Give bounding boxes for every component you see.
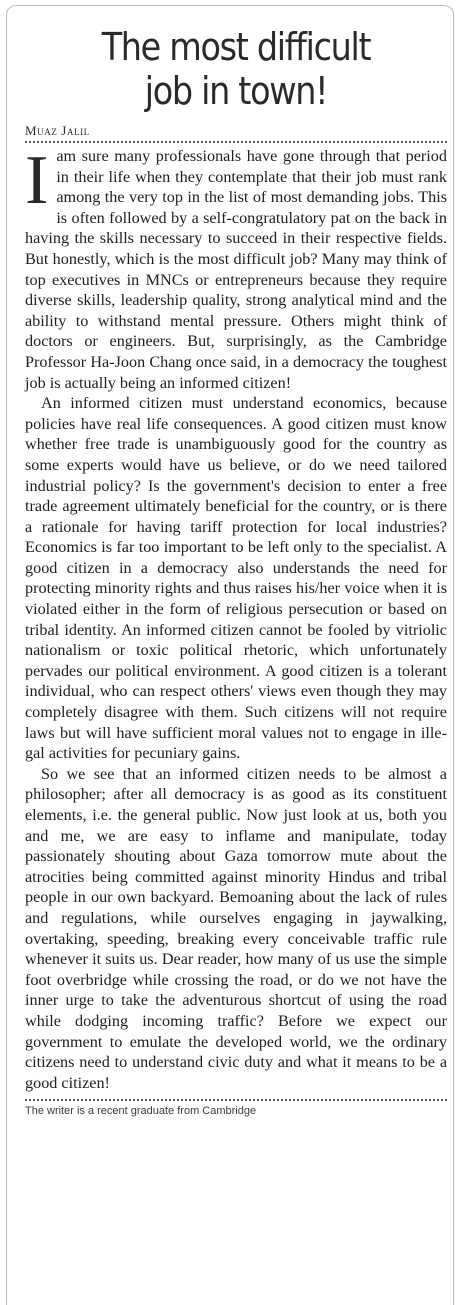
paragraph-1-text: am sure many professionals have gone through that period in their life when they contemplate that their job must rank among the very top in the list of most demanding jobs. This is often followed by a self-congratulatory pat on the back in having the skills necessary to succeed in their respective fields. But honestly, which is the most difficult job? Many may think of top executives in MNCs or entrepreneurs because they require diverse skills, leadership quality, strong analytical mind and the ability to withstand mental pressure. Others might think of doctors or engineers. But, surprisingly, as the Cambridge Professor Ha-Joon Chang once said, in a democracy the toughest job is actually being an informed citizen! (25, 147, 447, 392)
paragraph-2: An informed citizen must understand economics, because policies have real life consequences. A good citizen must know whether free trade is unambiguously good for the country as some experts would have us believe, or do we need tailored industrial policy? Is the government's decision to enter a free trade agreement ultimately beneficial for the country, or is there a rationale for having tariff protection for local industries? Economics is far too important to be left only to the specialist. A good citizen in a democracy also understands the need for protecting minority rights and thus raises his/her voice when it is violated either in the form of religious persecution or based on tribal identity. An informed citizen cannot be fooled by vitriolic nationalism or toxic political rhetoric, which unfortunately pervades our political environment. A good citizen is a tolerant individual, who can respect others' views even though they may completely disagree with them. Such citizens will not require laws but will have sufficient moral values not to engage in illegal activities for pecuniary gains. (25, 394, 447, 763)
article-body (25, 142, 447, 1093)
headline (50, 25, 421, 113)
article-frame (6, 5, 454, 1305)
author-footnote: The writer is a recent graduate from Cambridge (25, 1105, 257, 1118)
byline: Muaz Jalil (25, 123, 90, 138)
paragraph-3: So we see that an informed citizen needs to be almost a philosopher; after all democracy is as good as its constituent elements, i.e. the general public. Now just look at us, both you and me, we are easy to inflame and manipulate, today passionately shouting about Gaza tomorrow mute about the atrocities being committed against minority Hindus and tribal people in our own backyard. Bemoaning about the lack of rules and regulations, while ourselves engaging in jaywalking, overtaking, speeding, breaking every conceivable traffic rule whenever it suits us. Dear reader, how many of us use the simple foot overbridge while crossing the road, or do we not have the inner urge to take the adventurous shortcut of using the road while dodging incoming traffic? Before we expect our government to emulate the developed world, we the ordinary citizens need to understand civic duty and what it means to be a good citizen! (25, 764, 447, 1092)
headline-line-2: job in town! (144, 69, 328, 113)
article-column (25, 6, 447, 1118)
footnote-divider (25, 1099, 447, 1101)
drop-cap: I (25, 142, 49, 219)
byline-divider (25, 141, 447, 143)
paragraph-1 (25, 142, 447, 393)
headline-line-1: The most difficult (101, 25, 371, 69)
